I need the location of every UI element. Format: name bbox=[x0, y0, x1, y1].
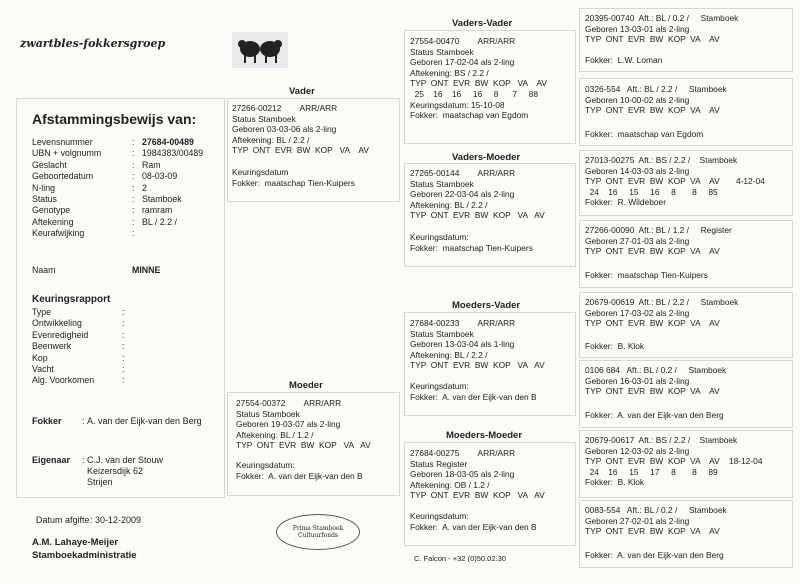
detail-line: TYP ONT EVR BW KOP VA AV bbox=[236, 440, 371, 451]
detail-line: Geboren 19-03-07 als 2-ling bbox=[236, 419, 341, 430]
detail-line: TYP ONT EVR BW KOP VA AV bbox=[585, 318, 720, 329]
detail-line: 27266-00212 ARR/ARR bbox=[232, 103, 338, 113]
breeder: Fokker: B. Klok bbox=[585, 340, 645, 351]
moeders-moeder-details bbox=[410, 448, 545, 532]
report-row-label: Beenwerk bbox=[32, 341, 72, 352]
detail-line: TYP ONT EVR BW KOP VA AV bbox=[410, 360, 545, 371]
detail-line: 27265-00144 ARR/ARR bbox=[410, 168, 516, 178]
fokker-label: Fokker bbox=[32, 416, 62, 426]
field-value: BL / 2.2 / bbox=[142, 216, 177, 227]
field-row: Levensnummer : 27684-00489 bbox=[32, 137, 194, 147]
detail-line: TYP ONT EVR BW KOP VA AV bbox=[410, 210, 545, 221]
field-row: Geboortedatum : 08-03-09 bbox=[32, 171, 178, 182]
detail-line: 27554-00372 ARR/ARR bbox=[236, 398, 342, 408]
detail-line: Geboren 03-03-06 als 2-ling bbox=[232, 124, 337, 135]
keuring-date: Keuringsdatum: bbox=[410, 510, 469, 521]
report-row-label: Ontwikkeling bbox=[32, 318, 82, 329]
report-row-label: Alg. Voorkomen bbox=[32, 375, 95, 386]
vaders-moeder-details bbox=[410, 168, 545, 253]
breeder: Fokker: A. van der Eijk-van den B bbox=[236, 470, 363, 481]
eigenaar-label: Eigenaar bbox=[32, 455, 71, 465]
report-row-label: Evenredigheid bbox=[32, 329, 89, 340]
detail-line: 20679-00619 Aft.: BL / 2.2 / Stamboek bbox=[585, 297, 739, 307]
detail-line: Geboren 13-03-01 als 2-ling bbox=[585, 23, 690, 34]
field-label: Keurafwijking bbox=[32, 228, 85, 239]
detail-line: TYP ONT EVR BW KOP VA AV 4-12-04 bbox=[585, 176, 765, 187]
eigenaar-line: C.J. van der Stouw bbox=[87, 455, 164, 465]
field-label: Status bbox=[32, 194, 57, 205]
report-row-label: Type bbox=[32, 307, 52, 317]
breeder: Fokker: maatschap Tien-Kuipers bbox=[410, 242, 533, 253]
detail-line: Aftekening: BL / 2.2 / bbox=[410, 349, 488, 360]
detail-line: Geboren 17-03-02 als 2-ling bbox=[585, 307, 690, 318]
detail-line: 27684-00233 ARR/ARR bbox=[410, 318, 516, 328]
detail-line: Geboren 10-00-02 als 2-ling bbox=[585, 94, 690, 105]
stamp bbox=[276, 514, 360, 550]
logo-text: zwartbles-fokkersgroep bbox=[20, 37, 166, 50]
field-label: N-ling bbox=[32, 182, 55, 193]
name-label: Naam bbox=[32, 265, 56, 275]
detail-line: 20395-00740 Aft.: BL / 0.2 / Stamboek bbox=[585, 13, 739, 23]
certificate-title: Afstammingsbewijs van: bbox=[32, 111, 197, 127]
eigenaar-line: Keizersdijk 62 bbox=[87, 466, 144, 476]
report-title: Keuringsrapport bbox=[32, 294, 111, 305]
report-rows: Type : Ontwikkeling : Evenredigheid : Beenwerk : Kop : Vacht : Alg. Voorkomen : bbox=[32, 307, 125, 386]
keuring-date: Keuringsdatum: bbox=[410, 380, 469, 391]
field-value: 1984383/00489 bbox=[142, 148, 204, 159]
date-value: 30-12-2009 bbox=[95, 515, 142, 525]
signer-name: A.M. Lahaye-Meijer bbox=[32, 537, 119, 548]
detail-line: 24 16 15 17 8 8 89 bbox=[585, 466, 718, 477]
breeder: Fokker: A. van der Eijk-van den Berg bbox=[585, 549, 724, 560]
detail-line: 0326-554 Aft.: BL / 2.2 / Stamboek bbox=[585, 84, 727, 94]
field-label: Genotype bbox=[32, 205, 71, 216]
moeder-title: Moeder bbox=[289, 380, 323, 391]
field-row: UBN + volgnumm : 1984383/00489 bbox=[32, 148, 204, 159]
vader-title: Vader bbox=[289, 86, 315, 97]
breeder: Fokker: maatschap van Egdom bbox=[410, 110, 529, 121]
gg-details-3 bbox=[585, 155, 765, 208]
sheep-logo-icon bbox=[232, 32, 288, 68]
detail-line: Status Stamboek bbox=[232, 113, 296, 124]
detail-line: TYP ONT EVR BW KOP VA AV bbox=[410, 490, 545, 501]
breeder: Fokker: B. Klok bbox=[585, 477, 645, 488]
breeder: Fokker: maatschap van Egdom bbox=[585, 128, 704, 139]
detail-line: Status Stamboek bbox=[410, 328, 474, 339]
keuring-date: Keuringsdatum: bbox=[410, 231, 469, 242]
detail-line: Geboren 27-01-03 als 2-ling bbox=[585, 235, 690, 246]
keuring-date: Keuringsdatum: bbox=[236, 459, 295, 470]
field-label: Levensnummer bbox=[32, 137, 93, 147]
field-value: 27684-00489 bbox=[142, 137, 194, 147]
detail-line: Aftekening: OB / 1.2 / bbox=[410, 479, 490, 490]
field-value: 2 bbox=[142, 182, 147, 193]
detail-line: 27266-00090 Aft.: BL / 1.2 / Register bbox=[585, 225, 732, 235]
breeder: Fokker: A. van der Eijk-van den Berg bbox=[585, 409, 724, 420]
name-value: MINNE bbox=[132, 265, 161, 275]
detail-line: Aftekening: BL / 2.2 / bbox=[410, 199, 488, 210]
detail-line: 27013-00275 Aft.: BS / 2.2 / Stamboek bbox=[585, 155, 738, 165]
field-row: Aftekening : BL / 2.2 / bbox=[32, 216, 177, 227]
gg-details-7 bbox=[585, 435, 763, 488]
gg-details-8 bbox=[585, 505, 727, 560]
detail-line: Status Stamboek bbox=[410, 178, 474, 189]
detail-line: Aftekening: BS / 2.2 / bbox=[410, 67, 489, 78]
vaders-vader-title: Vaders-Vader bbox=[452, 18, 513, 29]
fokker-row: Fokker : A. van der Eijk-van den Berg bbox=[32, 416, 202, 426]
breeder: Fokker: L.W. Loman bbox=[585, 54, 663, 65]
breeder: Fokker: A. van der Eijk-van den B bbox=[410, 391, 537, 402]
field-row: Keurafwijking : bbox=[32, 228, 135, 239]
footer-contact: C. Falcon - +32 (0)50.02.30 bbox=[414, 554, 506, 563]
detail-line: 25 16 16 16 8 7 88 bbox=[410, 88, 539, 99]
field-row: Geslacht : Ram bbox=[32, 159, 161, 170]
field-row: N-ling : 2 bbox=[32, 182, 147, 193]
keuring-date: Keuringsdatum: 15-10-08 bbox=[410, 99, 505, 110]
moeders-vader-title: Moeders-Vader bbox=[452, 300, 521, 311]
gg-details-6 bbox=[585, 365, 726, 420]
breeder: Fokker: R. Wildeboer bbox=[585, 197, 666, 208]
keuring-date: Keuringsdatum bbox=[232, 166, 289, 177]
detail-line: TYP ONT EVR BW KOP VA AV bbox=[585, 105, 720, 116]
detail-line: 0083-554 Aft.: BL / 0.2 / Stamboek bbox=[585, 505, 727, 515]
report-row-label: Vacht bbox=[32, 364, 54, 375]
vaders-vader-details bbox=[410, 36, 547, 121]
detail-line: Geboren 18-03-05 als 2-ling bbox=[410, 469, 515, 480]
detail-line: Aftekening: BL / 1.2 / bbox=[236, 429, 314, 440]
detail-line: Aftekening: BL / 2.2 / bbox=[232, 134, 310, 145]
field-label: Geslacht bbox=[32, 159, 67, 170]
name-row bbox=[32, 265, 160, 276]
moeders-moeder-title: Moeders-Moeder bbox=[446, 430, 523, 441]
detail-line: Status Stamboek bbox=[410, 46, 474, 57]
detail-line: 24 16 15 16 8 8 85 bbox=[585, 186, 718, 197]
breeder: Fokker: maatschap Tien-Kuipers bbox=[232, 177, 355, 188]
detail-line: TYP ONT EVR BW KOP VA AV bbox=[232, 145, 369, 156]
detail-line: Geboren 14-03-03 als 2-ling bbox=[585, 165, 690, 176]
field-value: Stamboek bbox=[142, 194, 182, 205]
detail-line: Geboren 13-03-04 als 1-ling bbox=[410, 339, 515, 350]
detail-line: Geboren 17-02-04 als 2-ling bbox=[410, 57, 515, 68]
detail-line: 0106 684 Aft.: BL / 0.2 / Stamboek bbox=[585, 365, 727, 375]
gg-details-2 bbox=[585, 84, 727, 139]
detail-line: TYP ONT EVR BW KOP VA AV bbox=[585, 246, 720, 257]
field-row: Genotype : ramram bbox=[32, 205, 173, 216]
detail-line: Geboren 12-03-02 als 2-ling bbox=[585, 445, 690, 456]
field-value: ramram bbox=[142, 205, 173, 216]
detail-line: Geboren 16-03-01 als 2-ling bbox=[585, 375, 690, 386]
detail-line: Geboren 27-02-01 als 2-ling bbox=[585, 515, 690, 526]
report-row-label: Kop bbox=[32, 352, 48, 363]
stamp-text: Prima Stamboek Cultuurfonds bbox=[292, 525, 344, 539]
detail-line: 27684-00275 ARR/ARR bbox=[410, 448, 516, 458]
moeders-vader-details bbox=[410, 318, 545, 402]
detail-line: TYP ONT EVR BW KOP VA AV 18-12-04 bbox=[585, 456, 763, 467]
detail-line: Geboren 22-03-04 als 2-ling bbox=[410, 189, 515, 200]
breeder: Fokker: A. van der Eijk-van den B bbox=[410, 521, 537, 532]
field-label: Aftekening bbox=[32, 216, 74, 227]
eigenaar-block: Eigenaar : C.J. van der Stouw Keizersdijk 62 Strijen bbox=[32, 455, 164, 487]
date-label: Datum afgifte bbox=[36, 515, 90, 525]
date-row: Datum afgifte : 30-12-2009 bbox=[36, 515, 142, 525]
field-value: 08-03-09 bbox=[142, 171, 178, 182]
eigenaar-line: Strijen bbox=[87, 477, 113, 487]
detail-line: 27554-00470 ARR/ARR bbox=[410, 36, 516, 46]
detail-line: Status Register bbox=[410, 458, 468, 469]
field-label: UBN + volgnumm bbox=[32, 148, 102, 159]
detail-line: Status Stamboek bbox=[236, 408, 300, 419]
vader-details bbox=[232, 103, 369, 188]
detail-line: TYP ONT EVR BW KOP VA AV bbox=[585, 526, 720, 537]
gg-details-1 bbox=[585, 13, 738, 65]
moeder-details bbox=[236, 398, 371, 481]
detail-line: TYP ONT EVR BW KOP VA AV bbox=[410, 78, 547, 89]
field-value: Ram bbox=[142, 159, 161, 170]
breeder: Fokker: maatschap Tien-Kuipers bbox=[585, 269, 708, 280]
detail-line: TYP ONT EVR BW KOP VA AV bbox=[585, 34, 720, 45]
gg-details-4 bbox=[585, 225, 732, 280]
signer-role: Stamboekadministratie bbox=[32, 550, 137, 561]
detail-line: 20679-00617 Aft.: BS / 2.2 / Stamboek bbox=[585, 435, 738, 445]
gg-details-5 bbox=[585, 297, 738, 351]
fokker-value: A. van der Eijk-van den Berg bbox=[87, 416, 202, 426]
field-row: Status : Stamboek bbox=[32, 194, 182, 205]
certificate-fields bbox=[32, 137, 203, 240]
detail-line: TYP ONT EVR BW KOP VA AV bbox=[585, 386, 720, 397]
field-label: Geboortedatum bbox=[32, 171, 94, 182]
vaders-moeder-title: Vaders-Moeder bbox=[452, 152, 521, 163]
